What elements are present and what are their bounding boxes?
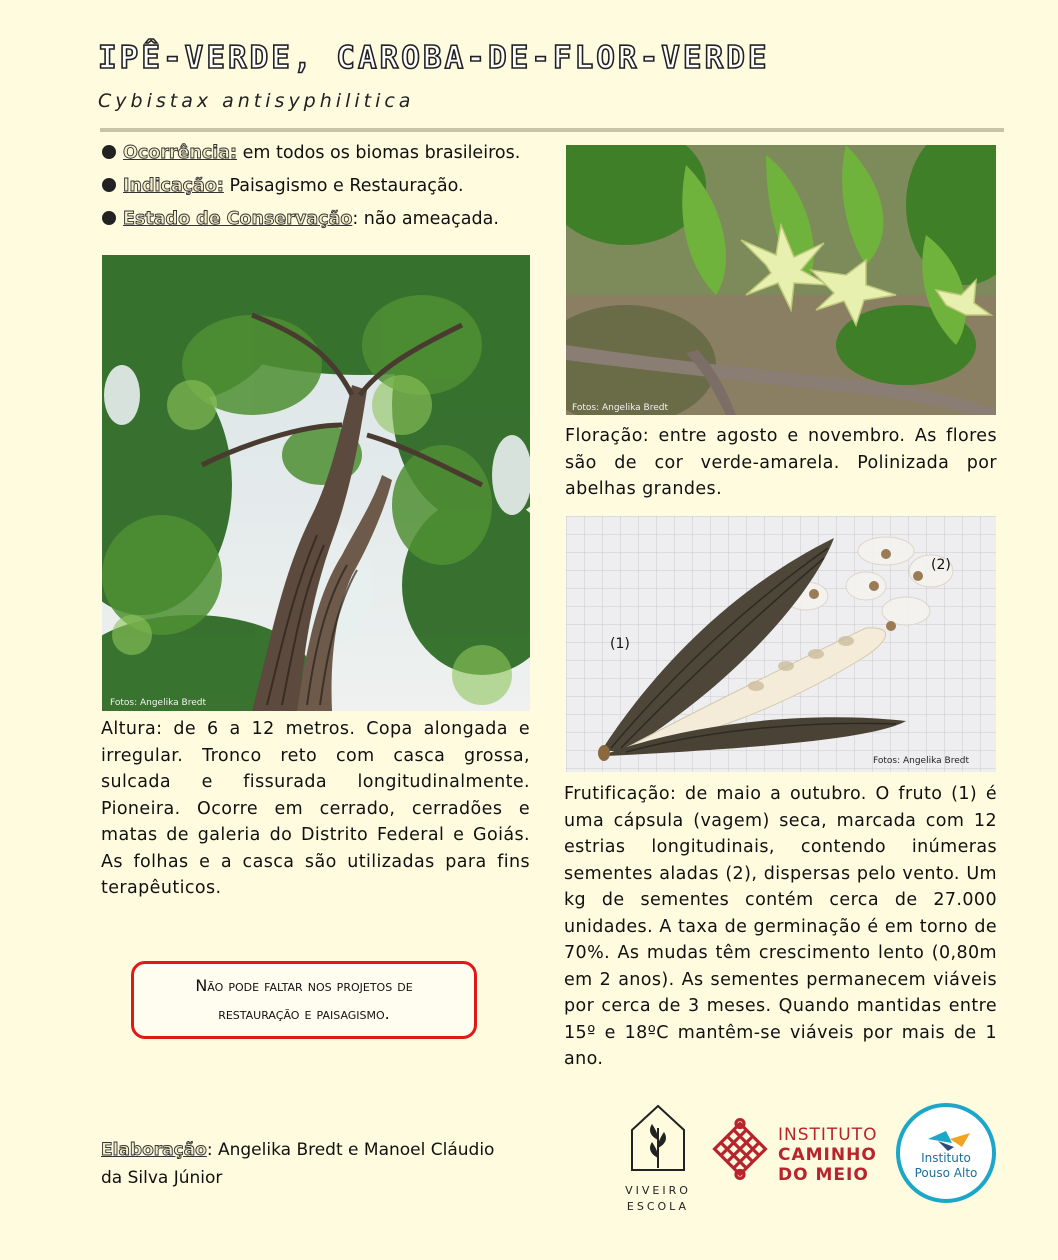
callout-line-1: Não pode faltar nos projetos de [195, 976, 413, 995]
bullet-text: em todos os biomas brasileiros. [237, 143, 521, 163]
seed-label-2: (2) [931, 557, 951, 573]
viveiro-line-1: VIVEIRO [625, 1184, 691, 1197]
flowering-text: Floração: entre agosto e novembro. As flores são de cor verde-amarela. Polinizada por abelhas grandes. [565, 426, 997, 499]
pouso-line-1: Instituto [921, 1151, 971, 1165]
instituto-line-3: DO MEIO [778, 1165, 869, 1185]
photo-credit: Fotos: Angelika Bredt [873, 756, 969, 766]
bullet-label: Ocorrência: [123, 143, 238, 163]
callout-box [131, 961, 477, 1039]
pouso-line-2: Pouso Alto [914, 1166, 978, 1180]
bullet-occurrence [102, 143, 520, 163]
bullet-text: Paisagismo e Restauração. [223, 176, 464, 196]
instituto-caminho-do-meio-logo [778, 1125, 878, 1185]
height-text: Altura: de 6 a 12 metros. Copa alongada e irregular. Tronco reto com casca grossa, sulcada e fissurada longitudinalmente. Pioneira. Ocorre em cerrado, cerradões e matas de galeria do Distrito Federal e Goiás. As folhas e a casca são utilizadas para fins terapêuticos. [101, 719, 530, 898]
bullet-dot-icon [102, 145, 116, 159]
viveiro-house-icon [622, 1100, 694, 1180]
viveiro-escola-logo [622, 1100, 694, 1213]
bullet-label: Indicação: [123, 176, 224, 196]
fruit-image [566, 516, 996, 772]
bullet-text: : não ameaçada. [352, 209, 499, 229]
fruit-label-1: (1) [610, 636, 630, 652]
photo-credit: Fotos: Angelika Bredt [572, 403, 668, 413]
instituto-line-1: INSTITUTO [778, 1125, 878, 1145]
bullet-indication [102, 176, 464, 196]
credits [101, 1136, 501, 1192]
fruit-photo [566, 516, 996, 772]
callout-line-2: restauração e paisagismo. [218, 1004, 390, 1023]
bullet-dot-icon [102, 178, 116, 192]
instituto-line-2: CAMINHO [778, 1145, 877, 1165]
bullet-label: Estado de Conservação [123, 209, 353, 229]
credits-label: Elaboração [101, 1140, 207, 1160]
scientific-name: Cybistax antisyphilitica [98, 90, 415, 112]
credits-text: : Angelika Bredt e Manoel Cláudio da Silva Júnior [101, 1140, 495, 1188]
viveiro-line-2: ESCOLA [626, 1200, 690, 1213]
fruiting-text: Frutificação: de maio a outubro. O fruto (1) é uma cápsula (vagem) seca, marcada com 12 estrias longitudinais, contendo inúmeras sementes aladas (2), dispersas pelo vento. Um kg de sementes contém cerca de 27.000 unidades. A taxa de germinação é em torno de 70%. As mudas têm crescimento lento (0,80m em 2 anos). As sementes permanecem viáveis por cerca de 3 meses. Quando mantidas entre 15º e 18ºC mantêm-se viáveis por mais de 1 ano. [564, 784, 997, 1069]
photo-credit: Fotos: Angelika Bredt [110, 698, 206, 708]
flower-photo [566, 145, 996, 415]
flower-image [566, 145, 996, 415]
page-title: IPÊ-VERDE, CAROBA-DE-FLOR-VERDE [98, 40, 770, 76]
header-divider [100, 128, 1004, 132]
endless-knot-icon [708, 1117, 772, 1181]
instituto-pouso-alto-logo [896, 1103, 996, 1203]
bullet-conservation [102, 209, 499, 229]
bullet-dot-icon [102, 211, 116, 225]
tree-photo [102, 255, 530, 711]
tree-image [102, 255, 530, 711]
